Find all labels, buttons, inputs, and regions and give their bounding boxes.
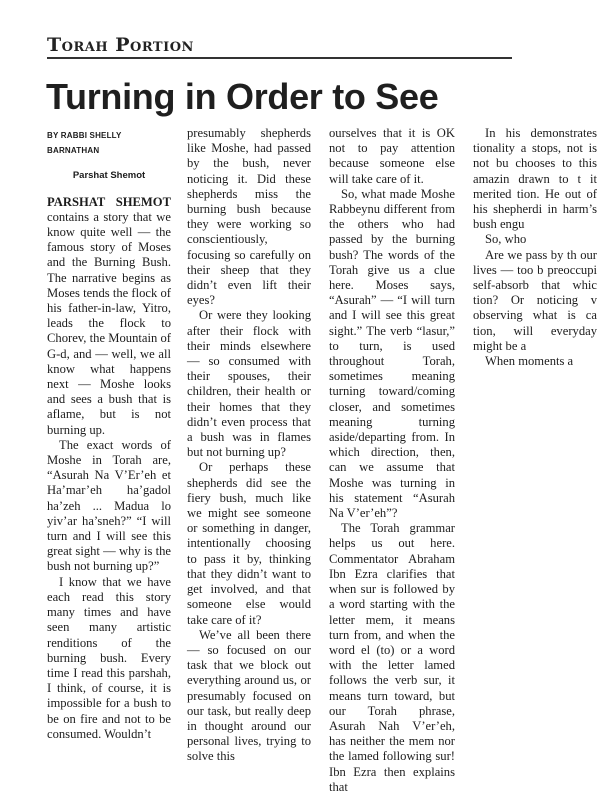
parsha-name: Parshat Shemot (72, 170, 146, 182)
paragraph: Or perhaps these shepherds did see the fiery bush, much like we might see someone or something in danger, intentionally choosing to pass it by, thinking that they didn’t want to get involved, and that someone else would take care of it? (187, 460, 311, 627)
paragraph: presumably shepherds like Moshe, had passed by the bush, never noticing it. Did these shepherds miss the burning bush because they were working so conscientiously, focusing so carefully on their sheep that they didn’t even lift their eyes? (187, 126, 311, 308)
paragraph: So, what made Moshe Rabbeynu different from the others who had passed by the burning bush? The words of the Torah give us a clue here. Moses says, “Asurah” — “I will turn and I will see this great sight.” The verb “lasur,” to turn, is used throughout Torah, sometimes meaning turning toward/coming closer, and sometimes meaning turning aside/departing from. In which direction, then, can we assume that Moshe was turning in his statement “Asurah Na V’er’eh”? (329, 186, 455, 521)
paragraph: We’ve all been there — so focused on our task that we block out everything around us, or presumably focused on our task, but really deep in thought around our personal lives, trying to solve this (187, 627, 311, 764)
article-headline: Turning in Order to See (46, 76, 439, 117)
lead-in: PARSHAT SHEMOT (47, 194, 171, 209)
paragraph: Or were they looking after their flock with their minds elsewhere — so consumed with their spouses, their children, their health or their homes that they didn’t even process that a bush was in flames but not burning up? (187, 308, 311, 460)
paragraph: ourselves that it is OK not to pay attention because someone else will take care of it. (329, 126, 455, 186)
paragraph (47, 195, 171, 438)
paragraph: The Torah grammar helps us out here. Commentator Abraham Ibn Ezra clarifies that when sur is followed by a word starting with the letter mem, it means turn from, and when the word el (to) or a word with the letter lamed follows the verb sur, it means turn toward, but our Torah phrase, Asurah Nah V’er’eh, has neither the mem nor the lamed following sur! Ibn Ezra then explains that (329, 521, 455, 794)
paragraph: I know that we have each read this story many times and have seen many artistic renditions of the burning bush. Every time I read this parshah, I think, of course, it is impossible for a bush to be on fire and not to be consumed. Wouldn’t (47, 574, 171, 741)
byline: BY RABBI SHELLY BARNATHAN (47, 131, 122, 156)
paragraph: The exact words of Moshe in Torah are, “Asurah Na V’Er’eh et Ha’mar’eh ha’gadol ha’zeh ... Madua lo yiv’ar ha’sneh?” “I will turn and I will see this great sight — why is the bush not burning up?” (47, 437, 171, 574)
column-3 (329, 126, 455, 794)
paragraph: So, who (485, 232, 527, 247)
paragraph-text: contains a story that we know quite well — the famous story of Moses and the Burning Bush. The narrative begins as Moses tends the flock of his father-in-law, Yitro, leads the flock to Chorev, the Mountain of G-d, and — well, we all know what happens next — Moshe looks and sees a bush that is aflame, but is not burning up. (47, 209, 171, 437)
column-1 (47, 126, 171, 741)
paragraph: Are we pass by th our lives — too b preoccupi self-absorb that whic tion? Or noticing v observing what is ca tion, will everyday might be a (473, 247, 597, 353)
paragraph: When moments a (485, 354, 574, 369)
paragraph: In his demonstrates tionality a stops, not is not bu chooses to this amazin drawn to t it merited tion. He out of his shepherdi in harm’s bush engu (473, 126, 597, 232)
column-2 (187, 126, 311, 764)
column-4 (473, 126, 597, 512)
section-rule (47, 57, 512, 59)
section-label: Torah Portion (47, 34, 194, 56)
